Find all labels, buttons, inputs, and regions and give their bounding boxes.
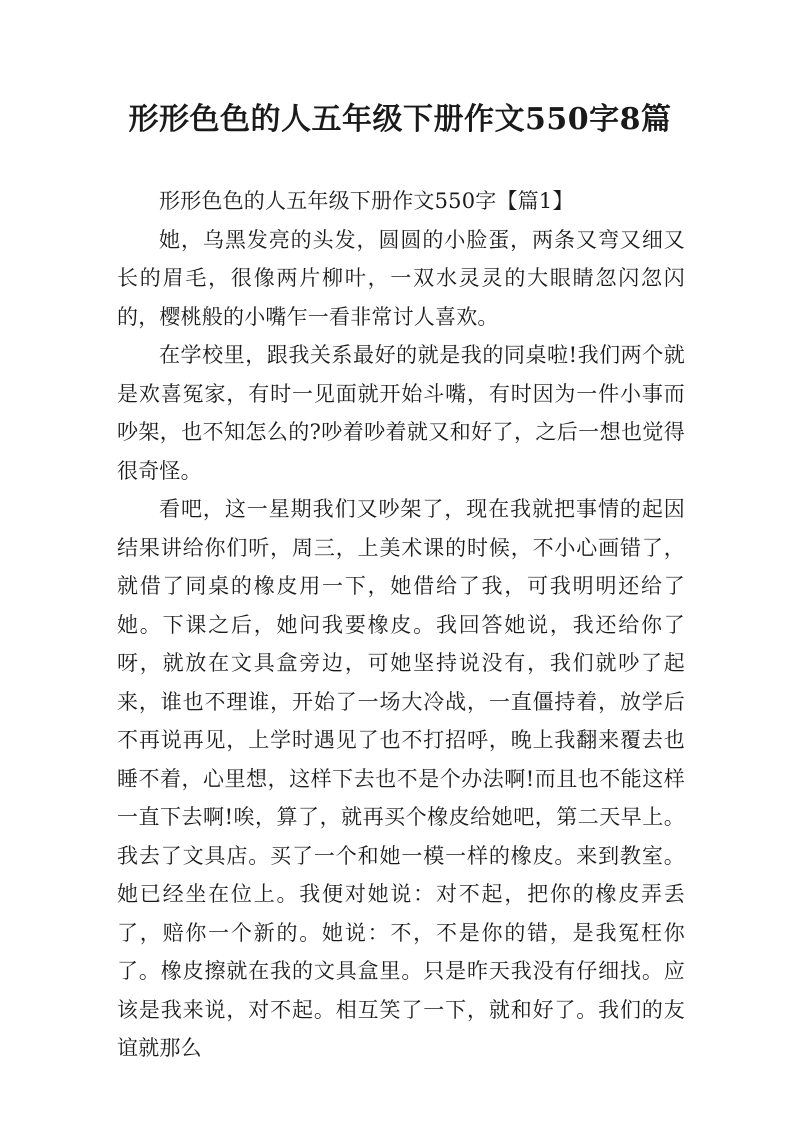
document-body (117, 182, 685, 1068)
essay-heading: 形形色色的人五年级下册作文550字【篇1】 (159, 189, 574, 213)
paragraph-eraser-story: 看吧，这一星期我们又吵架了，现在我就把事情的起因结果讲给你们听，周三，上美术课的时候，不小心画错了，就借了同桌的橡皮用一下，她借给了我，可我明明还给了她。下课之后，她问我要橡皮。我回答她说，我还给你了呀，就放在文具盒旁边，可她坚持说没有，我们就吵了起来，谁也不理谁，开始了一场大冷战，一直僵持着，放学后不再说再见，上学时遇见了也不打招呼，晚上我翻来覆去也睡不着，心里想，这样下去也不是个办法啊!而且也不能这样一直下去啊!唉，算了，就再买个橡皮给她吧，第二天早上。我去了文具店。买了一个和她一模一样的橡皮。来到教室。她已经坐在位上。我便对她说：对不起，把你的橡皮弄丢了，赔你一个新的。她说：不，不是你的错，是我冤枉你了。橡皮擦就在我的文具盒里。只是昨天我没有仔细找。应该是我来说，对不起。相互笑了一下，就和好了。我们的友谊就那么 (117, 497, 685, 1060)
paragraph-appearance: 她，乌黑发亮的头发，圆圆的小脸蛋，两条又弯又细又长的眉毛，很像两片柳叶，一双水灵灵的大眼睛忽闪忽闪的，樱桃般的小嘴乍一看非常讨人喜欢。 (117, 227, 685, 329)
document-title: 形形色色的人五年级下册作文550字8篇 (128, 102, 672, 137)
paragraph-deskmate: 在学校里，跟我关系最好的就是我的同桌啦!我们两个就是欢喜冤家，有时一见面就开始斗嘴，有时因为一件小事而吵架，也不知怎么的?吵着吵着就又和好了，之后一想也觉得很奇怪。 (117, 343, 685, 483)
